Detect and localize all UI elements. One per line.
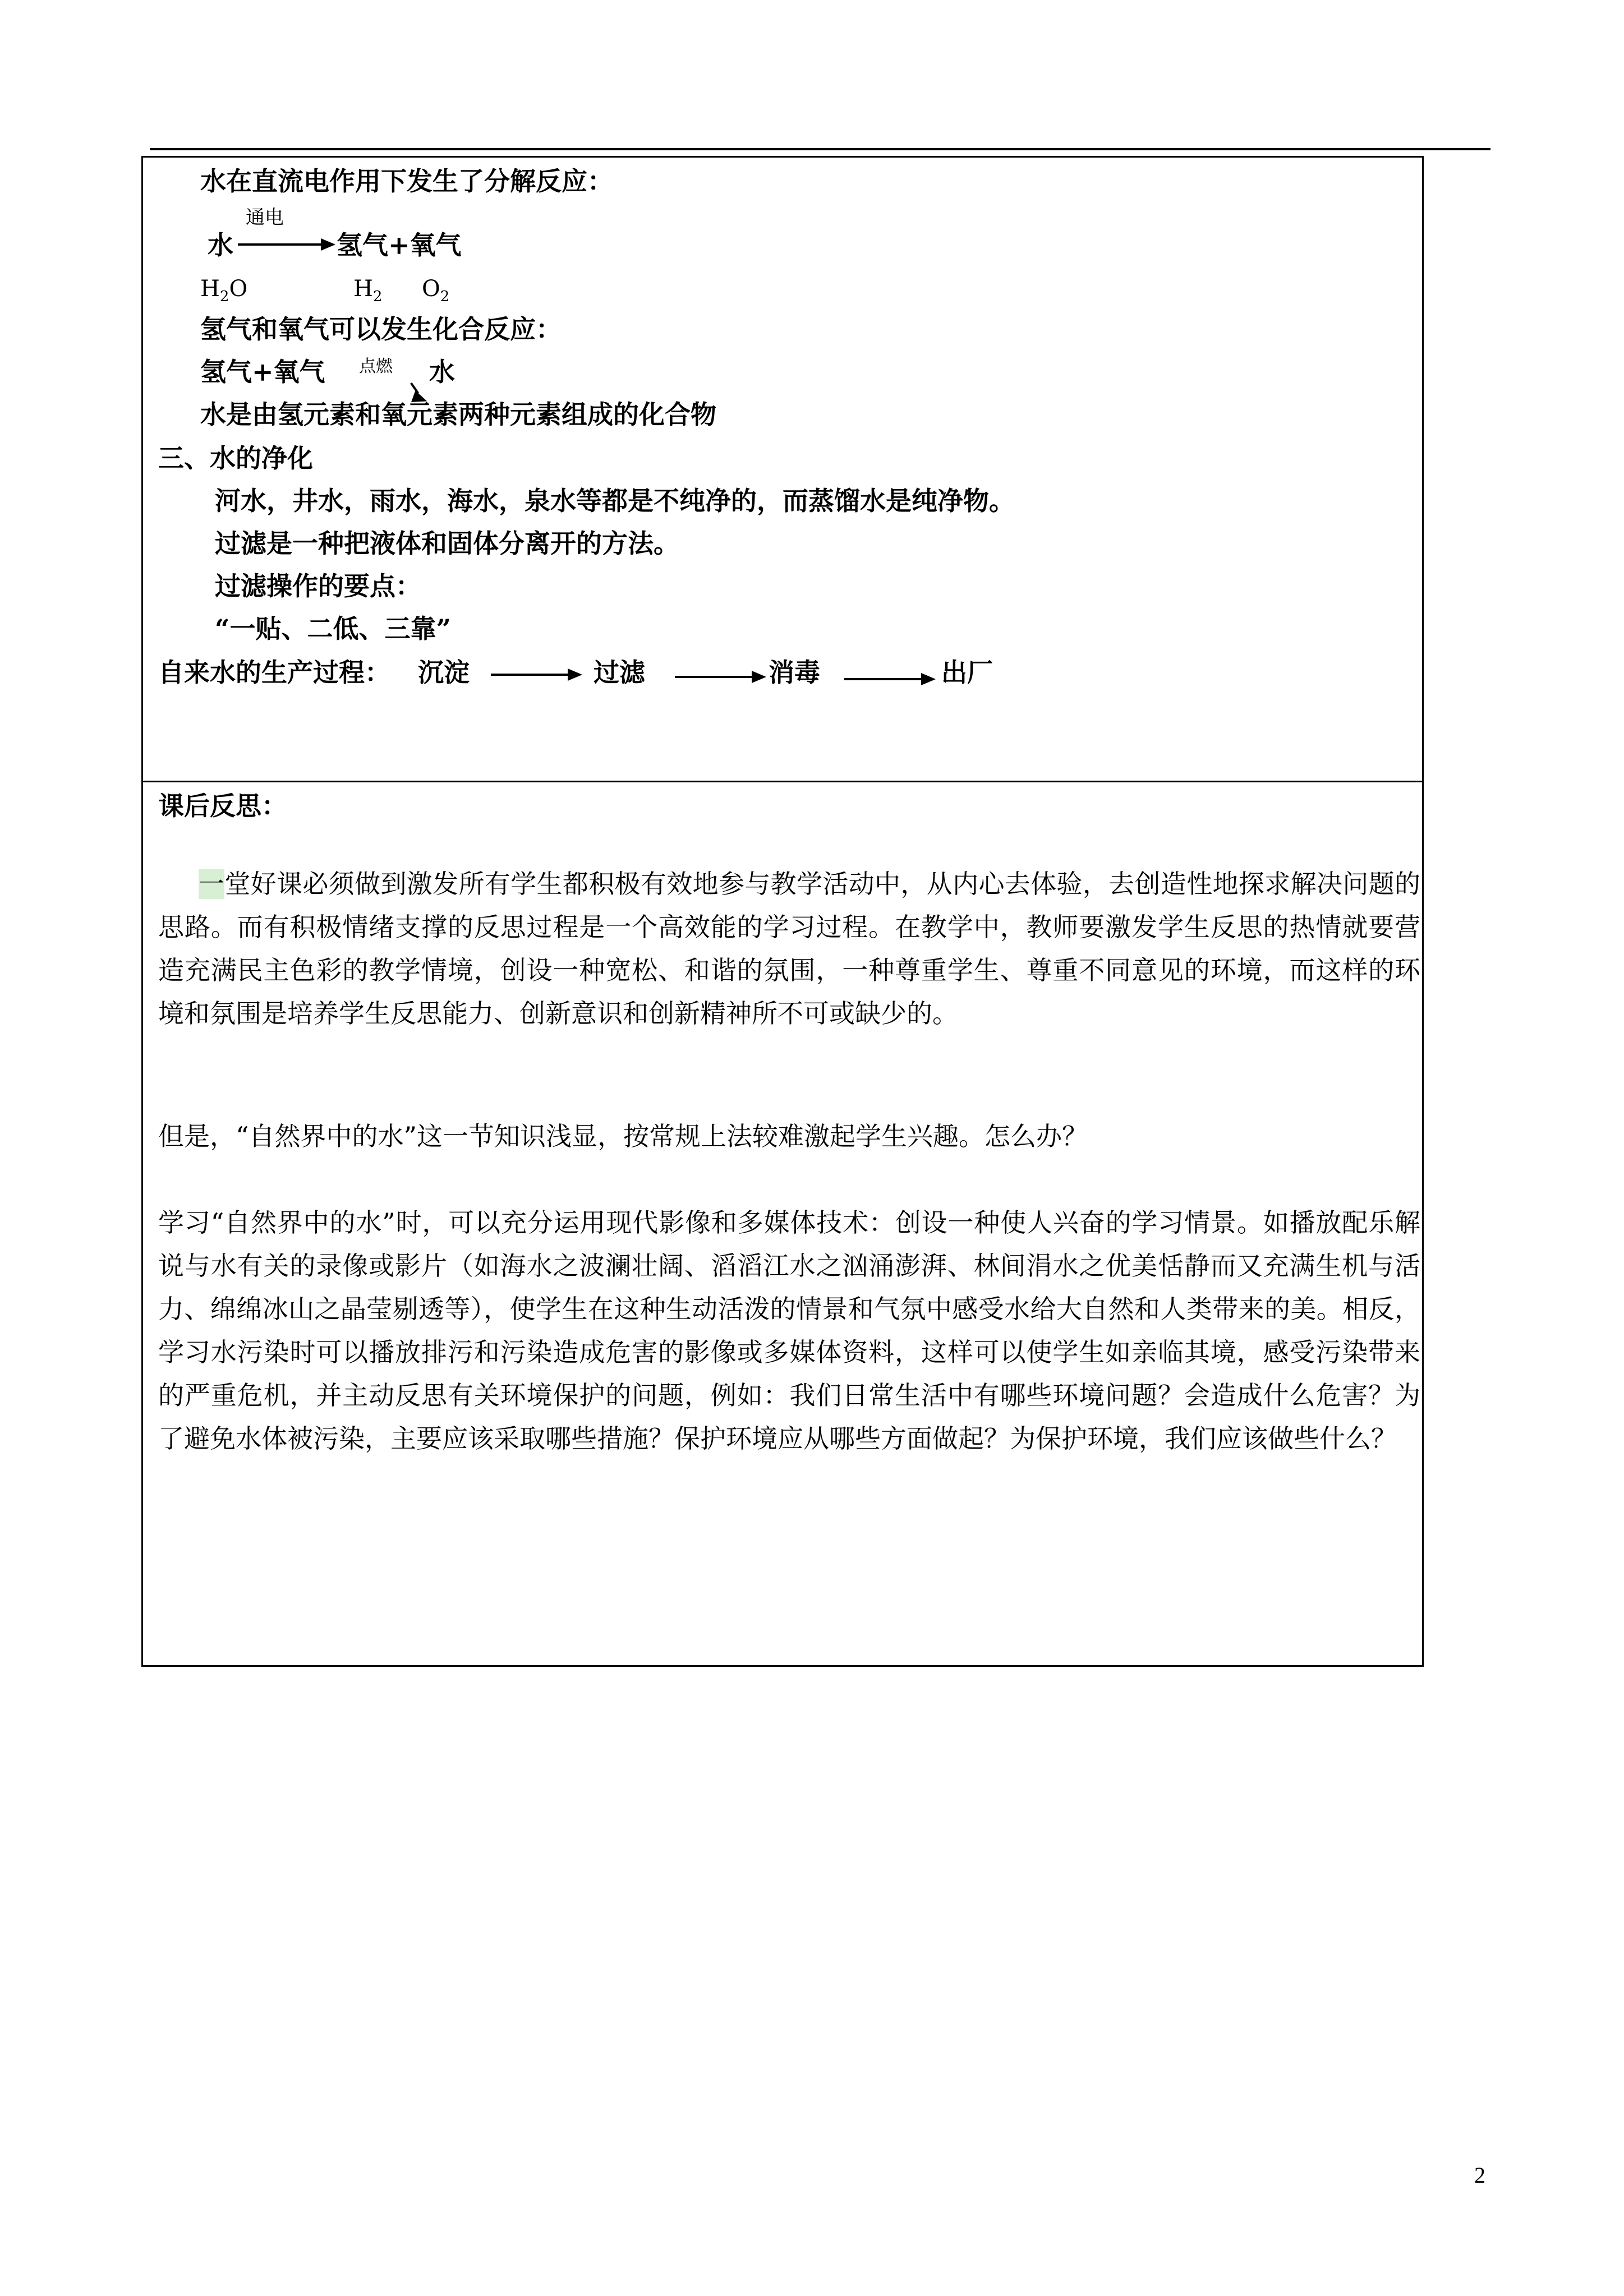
process-arrow-2 — [675, 676, 753, 678]
electrolysis-intro: 水在直流电作用下发生了分解反应： — [200, 166, 613, 196]
electrolysis-condition: 通电 — [246, 206, 284, 229]
electrolysis-arrow — [238, 243, 322, 246]
electrolysis-products: 氢气+氧气 — [337, 230, 462, 260]
process-arrow-3 — [844, 678, 923, 680]
process-step-1: 沉淀 — [418, 657, 470, 688]
reflection-paragraph-1-text: 堂好课必须做到激发所有学生都积极有效地参与教学活动中，从内心去体验，去创造性地探求解决问题的思路。而有积极情绪支撑的反思过程是一个高效能的学习过程。在教学中，教师要激发学生反思的热情就要营造充满民主色彩的教学情境，创设一种宽松、和谐的氛围，一种尊重学生、尊重不同意见的环境，而这样的环境和氛围是培养学生反思能力、创新意识和创新精神所不可或缺少的。 — [158, 869, 1421, 1029]
formula-hydrogen: $H_2$ — [353, 276, 383, 305]
section-heading: 三、水的净化 — [158, 443, 313, 473]
combination-condition: 点燃 — [359, 357, 393, 376]
filtration-points: “一贴、二低、三靠” — [215, 614, 451, 644]
electrolysis-reactant: 水 — [208, 230, 233, 260]
combination-intro: 氢气和氧气可以发生化合反应： — [200, 314, 562, 344]
reflection-paragraph-3 — [158, 1201, 1420, 1460]
page-number: 2 — [1474, 2163, 1485, 2188]
combination-reactants: 氢气+氧气 — [200, 357, 325, 387]
filtration-definition: 过滤是一种把液体和固体分离开的方法。 — [215, 528, 679, 559]
filtration-points-label: 过滤操作的要点： — [215, 571, 421, 601]
process-step-2: 过滤 — [594, 657, 645, 688]
reflection-paragraph-3-part-b: 常生活中有哪些环境问题？会造成什么危害？为了避免水 — [158, 1380, 1421, 1454]
reflection-paragraph-1 — [158, 863, 1420, 1035]
process-arrowhead-3 — [921, 673, 936, 685]
formula-oxygen: $O_2$ — [422, 276, 450, 305]
water-purity-line: 河水，井水，雨水，海水，泉水等都是不纯净的，而蒸馏水是纯净物。 — [215, 486, 1015, 516]
process-arrowhead-2 — [752, 671, 766, 683]
combination-product: 水 — [429, 357, 455, 387]
process-label: 自来水的生产过程： — [158, 657, 390, 688]
reflection-heading: 课后反思： — [158, 791, 287, 821]
reflection-paragraph-3-part-c: 体被污染，主要应该采取哪些措施？保护环境应从哪些方面做起？为保护环境，我们应该做些什么？ — [261, 1423, 1397, 1454]
reflection-paragraph-3-part-a: 学习“自然界中的水”时，可以充分运用现代影像和多媒体技术：创设一种使人兴奋的学习情景。如播放配乐解说与水有关的录像或影片（如海水之波澜壮阔、滔滔江水之汹涌澎湃、林间涓水之优美恬静而又充满生机与活力、绵绵冰山之晶莹剔透等），使学生在这种生动活泼的情景和气氛中感受水给大自然和人类带来的美。相反，学习水污染时可以播放排污和污染造成危害的影像或多媒体资料，这样可以使学生如亲临其境，感受污染带来的严重危机，并主动反思有关环境保护的问题，例如：我们日 — [158, 1207, 1420, 1410]
highlighted-char: 一 — [199, 869, 225, 899]
process-step-4: 出厂 — [941, 657, 993, 688]
process-arrow-1 — [491, 674, 569, 676]
formula-water: $H_2O$ — [200, 276, 248, 305]
process-arrowhead-1 — [568, 668, 582, 681]
process-step-3: 消毒 — [769, 657, 820, 688]
header-rule — [150, 148, 1490, 150]
electrolysis-arrowhead — [321, 238, 335, 251]
reflection-paragraph-2: 但是，“自然界中的水”这一节知识浅显，按常规上法较难激起学生兴趣。怎么办？ — [158, 1121, 1088, 1151]
composition-conclusion: 水是由氢元素和氧元素两种元素组成的化合物 — [200, 399, 716, 430]
